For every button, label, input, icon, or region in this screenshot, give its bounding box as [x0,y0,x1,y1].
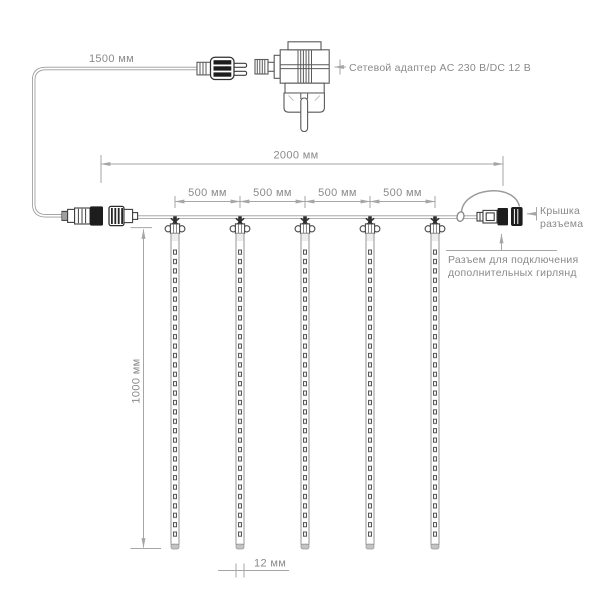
supply-cable [34,69,197,216]
supply-connector-female [109,206,138,225]
dim-supply-cable-label: 1500 мм [88,53,135,65]
cap-label-line1: Крышка [540,205,581,217]
connector-cap [511,207,523,226]
dim-spacing-label-4: 500 мм [383,187,422,199]
extension-connector [477,208,508,225]
adapter-callout [335,60,347,75]
dim-total-length-label: 2000 мм [273,149,319,162]
dim-spacing-label-1: 500 мм [188,187,227,199]
adapter-label: Сетевой адаптер AC 230 В/DC 12 В [349,61,532,74]
dim-spacing-label-3: 500 мм [318,187,357,199]
icicle-tube-2 [230,216,250,549]
cap-label-line2: разъема [540,218,584,230]
dim-tube-length-label: 1000 мм [130,358,143,404]
power-adapter [255,42,329,132]
icicle-tube-5 [425,216,445,549]
extension-callout [446,234,557,251]
supply-connector-male [62,206,103,225]
cap-callout [527,207,537,221]
power-plug [197,57,247,79]
dim-spacing-label-2: 500 мм [253,187,292,199]
icicle-tube-4 [360,216,380,549]
extension-label-line2: дополнительных гирлянд [448,267,577,279]
extension-label-line1: Разъем для подключения [448,254,579,266]
dim-tube-diameter-label: 12 мм [254,557,287,570]
icicle-tube-3 [295,216,315,549]
icicle-tube-1 [165,216,185,549]
